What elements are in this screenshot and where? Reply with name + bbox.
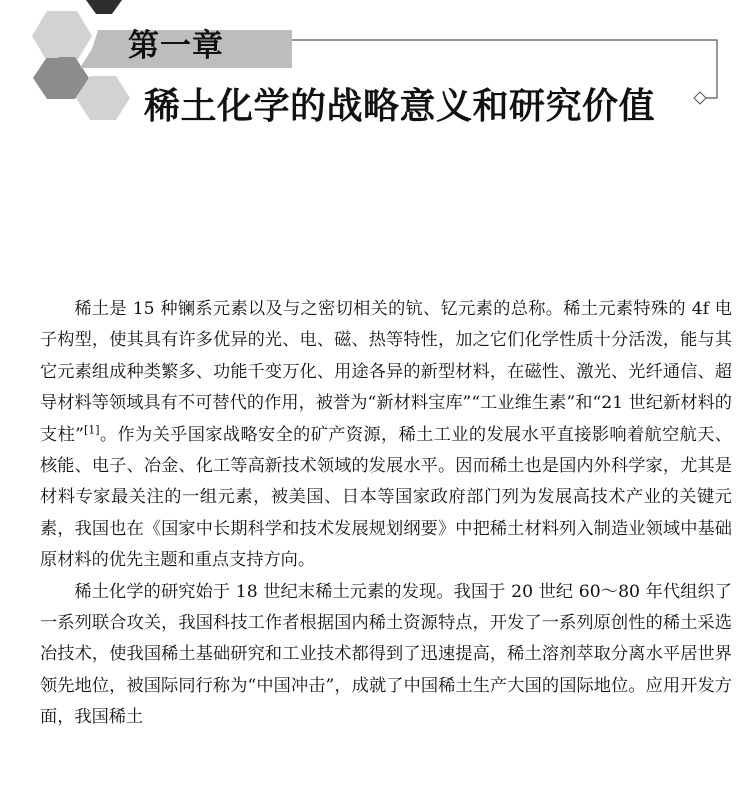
hexagon-dark-top: [86, 0, 122, 14]
hexagon-light-top: [32, 11, 92, 61]
chapter-number: 第一章: [128, 28, 224, 64]
paragraph-1: [40, 294, 732, 577]
paragraph-1-text-continued: 。作为关乎国家战略安全的矿产资源，稀土工业的发展水平直接影响着航空航天、核能、电子、冶金、化工等高新技术领域的发展水平。因而稀土也是国内外科学家，尤其是材料专家最关注的一组元素，被美国、日本等国家政府部门列为发展高技术产业的关键元素，我国也在《国家中长期科学和技术发展规划纲要》中把稀土材料列入制造业领域中基础原材料的优先主题和重点支持方向。: [40, 424, 732, 571]
body-text: [40, 294, 732, 734]
paragraph-1-text: 稀土是 15 种镧系元素以及与之密切相关的钪、钇元素的总称。稀土元素特殊的 4f 电子构型，使其具有许多优异的光、电、磁、热等特性，加之它们化学性质十分活泼，能与其它元素组成种类繁多、功能千变万化、用途各异的新型材料，在磁性、激光、光纤通信、超导材料等领域具有不可替代的作用，被誉为“新材料宝库”“工业维生素”和“21 世纪新材料的支柱”: [40, 299, 732, 445]
chapter-title: 稀土化学的战略意义和研究价值: [144, 86, 656, 127]
paragraph-2: 稀土化学的研究始于 18 世纪末稀土元素的发现。我国于 20 世纪 60～80 年代组织了一系列联合攻关，我国科技工作者根据国内稀土资源特点，开发了一系列原创性的稀土采选冶技术，使我国稀土基础研究和工业技术都得到了迅速提高，稀土溶剂萃取分离水平居世界领先地位，被国际同行称为“中国冲击”，成就了中国稀土生产大国的国际地位。应用开发方面，我国稀土: [40, 581, 732, 728]
chapter-header: [0, 0, 754, 150]
citation-reference: [1]: [83, 422, 100, 436]
header-end-mark: [694, 92, 706, 104]
